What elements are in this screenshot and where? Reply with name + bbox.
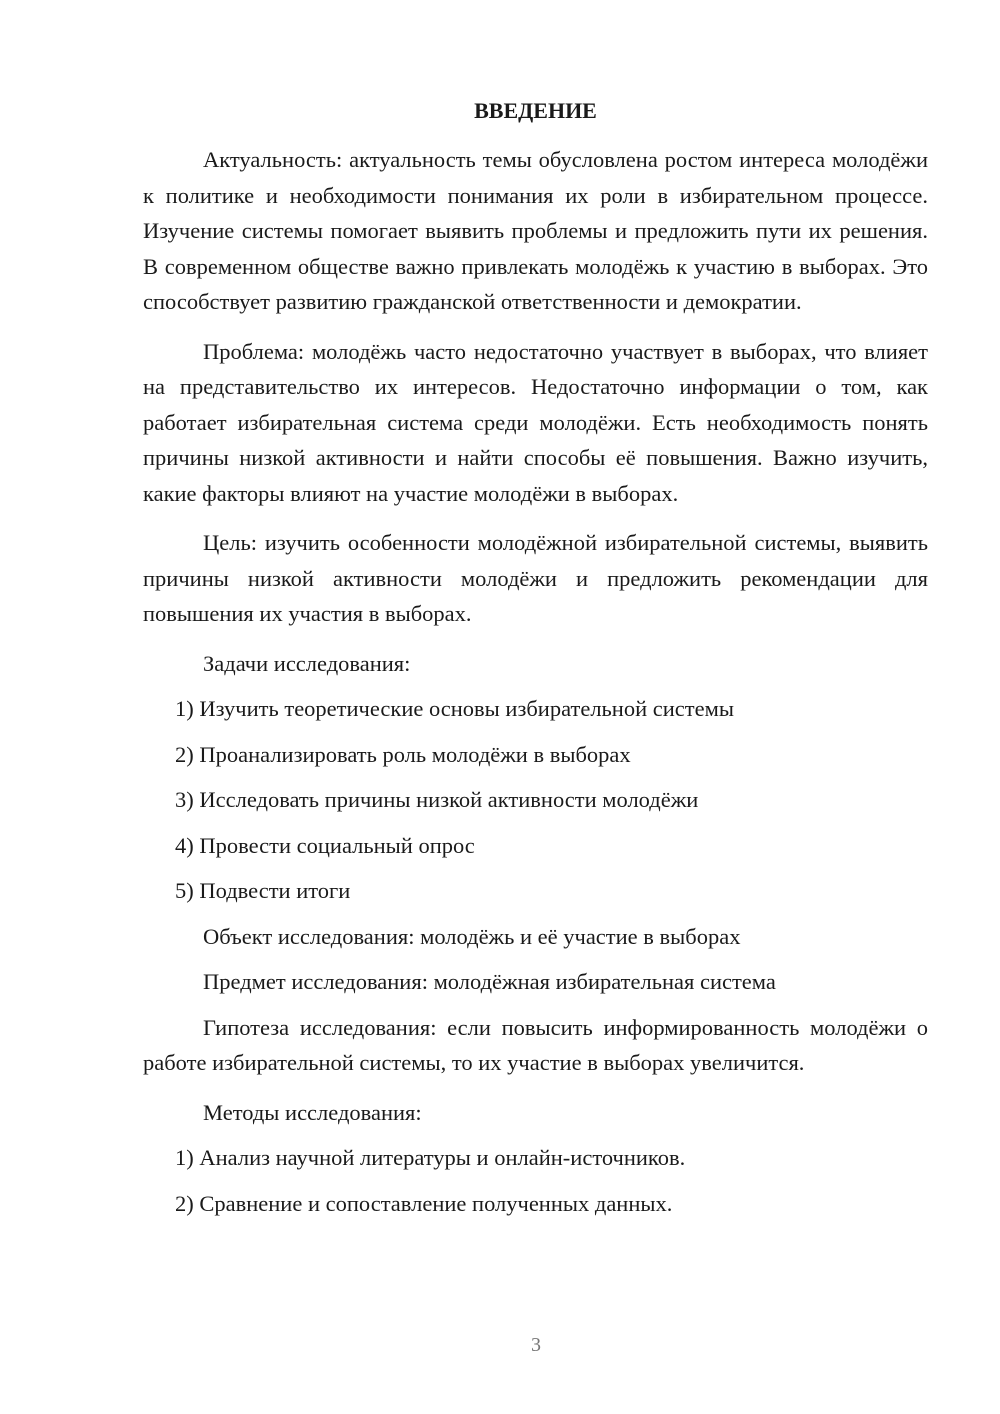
task-item: 1) Изучить теоретические основы избирательной системы xyxy=(175,696,734,721)
problem-paragraph: Проблема: молодёжь часто недостаточно участвует в выборах, что влияет на представительство их интересов. Недостаточно информации о том, как работает избирательная система среди молодёжи. Есть необходимость понять причины низкой активности и найти способы её повышения. Важно изучить, какие факторы влияют на участие молодёжи в выборах. xyxy=(143,338,928,506)
research-object: Объект исследования: молодёжь и её участие в выборах xyxy=(203,923,741,949)
tasks-heading: Задачи исследования: xyxy=(203,650,411,676)
method-item: 2) Сравнение и сопоставление полученных данных. xyxy=(175,1190,673,1216)
page-number: 3 xyxy=(531,1334,541,1356)
goal-paragraph: Цель: изучить особенности молодёжной избирательной системы, выявить причины низкой активности молодёжи и предложить рекомендации для повышения их участия в выборах. xyxy=(143,530,928,626)
document-page xyxy=(143,94,928,1231)
tasks-list xyxy=(143,691,928,909)
task-item: 2) Проанализировать роль молодёжи в выборах xyxy=(175,741,631,767)
hypothesis-paragraph: Гипотеза исследования: если повысить информированность молодёжи о работе избирательной системы, то их участие в выборах увеличится. xyxy=(143,1014,928,1075)
document-title: ВВЕДЕНИЕ xyxy=(474,98,597,123)
methods-list xyxy=(143,1140,928,1221)
task-item: 3) Исследовать причины низкой активности молодёжи xyxy=(175,787,699,812)
research-subject: Предмет исследования: молодёжная избирательная система xyxy=(203,969,776,994)
methods-heading: Методы исследования: xyxy=(203,1099,422,1125)
method-item: 1) Анализ научной литературы и онлайн-источников. xyxy=(175,1145,686,1170)
task-item: 4) Провести социальный опрос xyxy=(175,832,475,858)
relevance-paragraph: Актуальность: актуальность темы обусловлена ростом интереса молодёжи к политике и необходимости понимания их роли в избирательном процессе. Изучение системы помогает выявить проблемы и предложить пути их решения. В современном обществе важно привлекать молодёжь к участию в выборах. Это способствует развитию гражданской ответственности и демократии. xyxy=(143,147,928,314)
task-item: 5) Подвести итоги xyxy=(175,878,351,903)
